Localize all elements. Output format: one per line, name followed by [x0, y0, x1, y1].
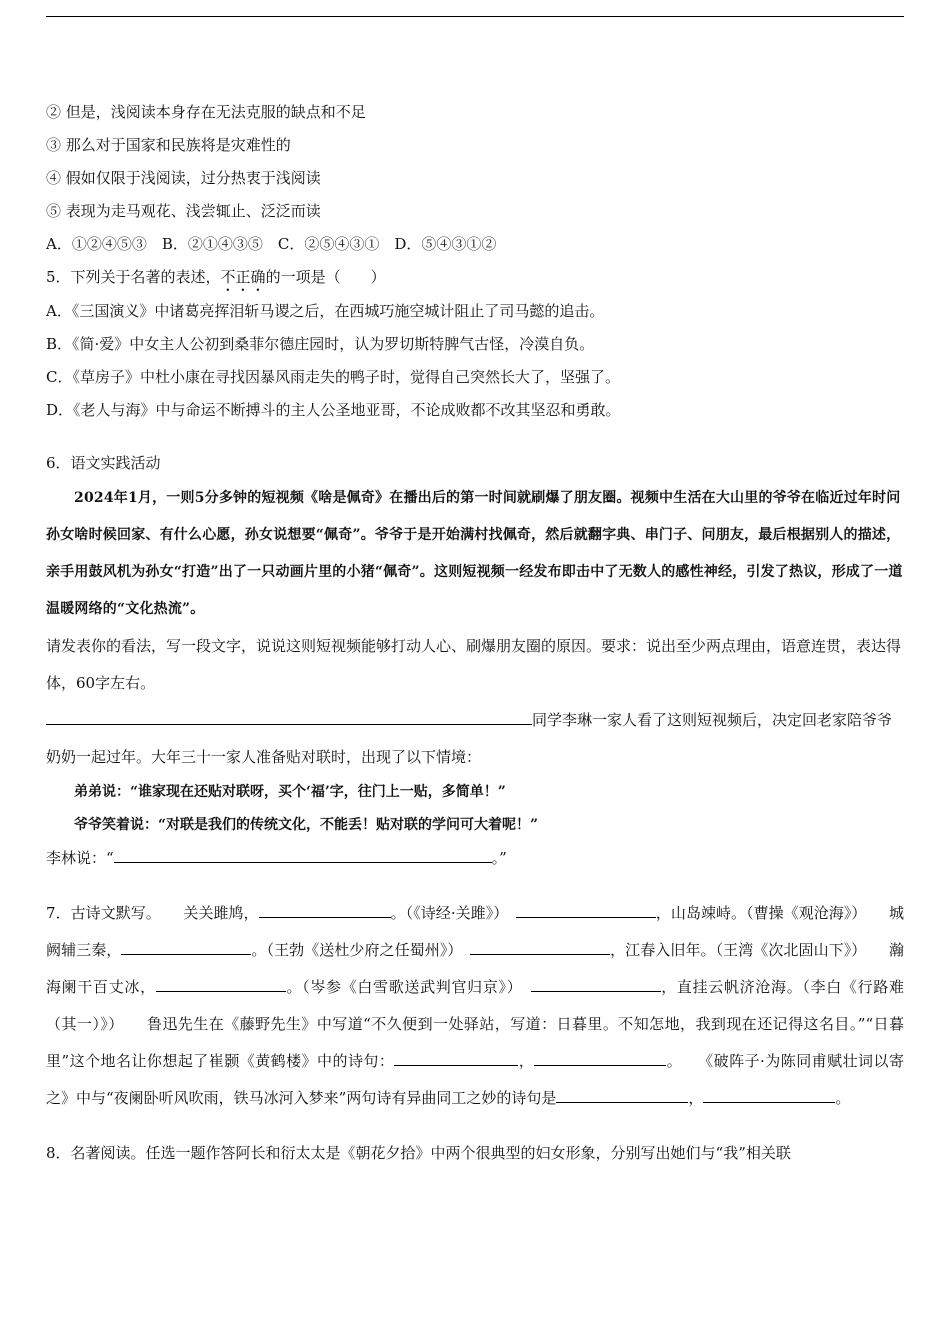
header-rule — [46, 16, 904, 17]
q7-blank-3[interactable] — [121, 938, 251, 955]
q5-stem-before: 5．下列关于名著的表述， — [46, 268, 221, 286]
q5-option-d: D．《老人与海》中与命运不断搏斗的主人公圣地亚哥，不论成败都不改其坚忍和勇敢。 — [46, 401, 621, 419]
q5-option-b: B．《简·爱》中女主人公初到桑菲尔德庄园时，认为罗切斯特脾气古怪，冷漠自负。 — [46, 335, 595, 353]
q8-question: 8．名著阅读。任选一题作答阿长和衍太太是《朝花夕拾》中两个很典型的妇女形象，分别写出她们与“我”相关联 — [46, 1144, 791, 1162]
q7-text-5: ，江春入旧年。（王湾《次北固山下》） 瀚海阑干百丈冰， — [46, 941, 904, 996]
q7-blank-9[interactable] — [556, 1086, 688, 1103]
q6-grandpa-quote: 爷爷笑着说：“对联是我们的传统文化，不能丢！贴对联的学问可大着呢！” — [74, 817, 539, 833]
q7-text-4: 。（王勃《送杜少府之任蜀州》） — [251, 941, 471, 959]
q7-text-2: 。（《诗经·关雎》） — [390, 904, 516, 922]
q6-question — [46, 447, 904, 875]
q7-blank-7[interactable] — [394, 1049, 518, 1066]
q4-sentence-items — [46, 96, 904, 261]
q7-blank-5[interactable] — [156, 975, 286, 992]
q6-follow-text: 同学李琳一家人看了这则短视频后，决定回老家陪爷爷奶奶一起过年。大年三十一家人准备贴对联时，出现了以下情境： — [46, 711, 893, 766]
q4-options: A．①②④⑤③ B．②①④③⑤ C．②⑤④③① D．⑤④③①② — [46, 235, 497, 253]
q6-title: 6．语文实践活动 — [46, 454, 161, 472]
q6-follow-up — [46, 702, 904, 776]
q7-blank-6[interactable] — [531, 975, 661, 992]
q7-text-6: 。（岑参《白雪歌送武判官归京》） — [285, 978, 531, 996]
q7-blank-10[interactable] — [703, 1086, 835, 1103]
q7-blank-4[interactable] — [470, 938, 610, 955]
q4-item-2: ② 但是，浅阅读本身存在无法克服的缺点和不足 — [46, 103, 366, 121]
q5-stem-after: 的一项是（ ） — [265, 268, 386, 286]
q6-prompt: 请发表你的看法，写一段文字，说说这则短视频能够打动人心、刷爆朋友圈的原因。要求：说出至少两点理由，语意连贯，表达得体，60字左右。 — [46, 637, 902, 692]
q7-text-9: 。 《破阵子·为陈同甫赋壮词以寄之》中与“夜阑卧听风吹雨，铁马冰河入梦来”两句诗有异曲同工之妙的诗句是 — [46, 1052, 904, 1107]
q7-text-7: ，直挂云帆济沧海。（李白《行路难（其一）》） 鲁迅先生在《藤野先生》中写道“不久便到一处驿站，写道：日暮里。不知怎地，我到现在还记得这名目。”“日暮里”这个地名让你想起了崔颢《黄鹤楼》中的诗句： — [46, 978, 904, 1070]
q6-brother-quote: 弟弟说：“谁家现在还贴对联呀，买个‘福’字，往门上一贴，多简单！” — [74, 784, 506, 800]
q7-question — [46, 895, 904, 1117]
q4-item-4: ④ 假如仅限于浅阅读，过分热衷于浅阅读 — [46, 169, 321, 187]
q5-stem — [46, 261, 904, 295]
q5-stem-emphasis: 不正确 — [220, 268, 266, 286]
q6-lilin-close: 。” — [491, 849, 507, 867]
q6-passage: 2024年1月，一则5分多钟的短视频《啥是佩奇》在播出后的第一时间就刷爆了朋友圈。视频中生活在大山里的爷爷在临近过年时问孙女啥时候回家、有什么心愿，孙女说想要“佩奇”。爷爷于是开始满村找佩奇，然后就翻字典、串门子、问朋友，最后根据别人的描述，亲手用鼓风机为孙女“打造”出了一只动画片里的小猪“佩奇”。这则短视频一经发布即击中了无数人的感性神经，引发了热议，形成了一道温暖网络的“文化热流”。 — [46, 490, 903, 617]
q7-text-3: ，山岛竦峙。（曹操《观沧海》） 城阙辅三秦， — [46, 904, 904, 959]
q7-blank-1[interactable] — [259, 901, 391, 918]
q5-option-c: C．《草房子》中杜小康在寻找因暴风雨走失的鸭子时，觉得自己突然长大了，坚强了。 — [46, 368, 620, 386]
q6-lilin-blank[interactable] — [114, 846, 492, 863]
q5-option-a: A．《三国演义》中诸葛亮挥泪斩马谡之后，在西城巧施空城计阻止了司马懿的追击。 — [46, 302, 605, 320]
q4-item-5: ⑤ 表现为走马观花、浅尝辄止、泛泛而读 — [46, 202, 321, 220]
q7-blank-2[interactable] — [516, 901, 656, 918]
q5-question — [46, 261, 904, 427]
q6-lilin-line — [46, 842, 904, 875]
q7-text-10: ， — [688, 1089, 704, 1107]
exam-page — [46, 96, 904, 1170]
q6-answer-blank[interactable] — [46, 708, 532, 725]
q7-text-1: 7．古诗文默写。 关关雎鸠， — [46, 904, 259, 922]
q7-text-8: ， — [518, 1052, 535, 1070]
q7-text-11: 。 — [835, 1089, 851, 1107]
q4-item-3: ③ 那么对于国家和民族将是灾难性的 — [46, 136, 291, 154]
q7-blank-8[interactable] — [534, 1049, 666, 1066]
q6-lilin-open: 李林说：“ — [46, 849, 114, 867]
